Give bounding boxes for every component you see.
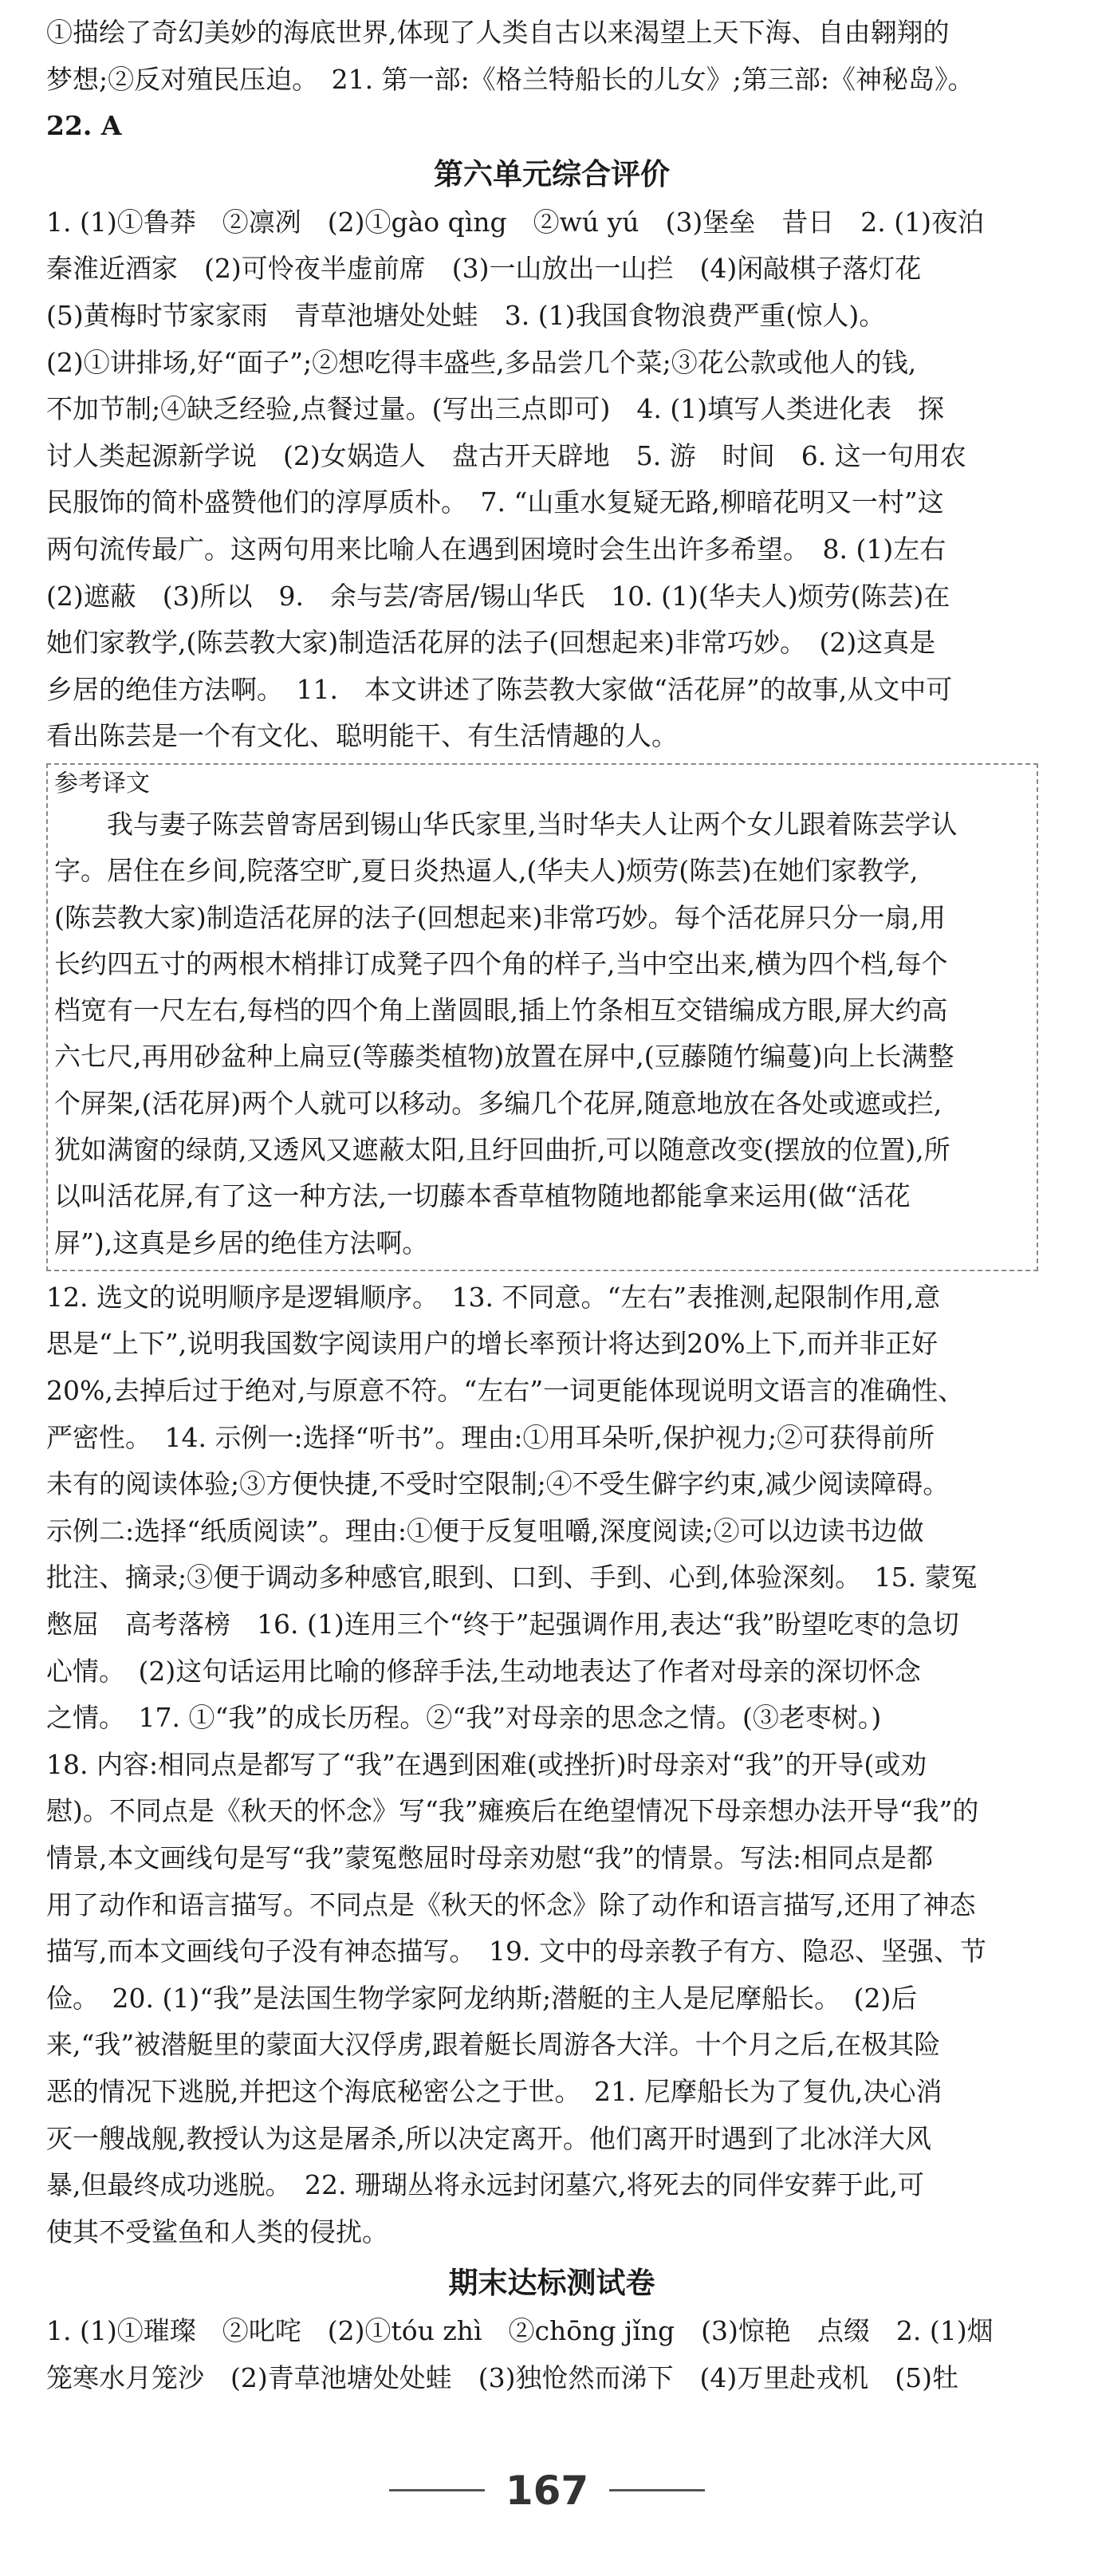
text-line: 笼寒水月笼沙 (2)青草池塘处处蛙 (3)独怆然而涕下 (4)万里赴戎机 (5)牡	[46, 2361, 958, 2393]
text-line: 俭。 20. (1)“我”是法国生物学家阿龙纳斯;潜艇的主人是尼摩船长。 (2)后	[46, 1982, 918, 2014]
text-line: 讨人类起源新学说 (2)女娲造人 盘古开天辟地 5. 游 时间 6. 这一句用农	[46, 439, 966, 471]
text-line: 梦想;②反对殖民压迫。 21. 第一部:《格兰特船长的儿女》;第三部:《神秘岛》。	[46, 63, 974, 95]
translation-line: 长约四五寸的两根木梢排订成凳子四个角的样子,当中空出来,横为四个档,每个	[54, 947, 948, 979]
reference-translation-box	[46, 763, 1038, 1271]
translation-line: 我与妻子陈芸曾寄居到锡山华氏家里,当时华夫人让两个女儿跟着陈芸学认	[54, 808, 958, 840]
footer-dash-left	[389, 2489, 485, 2491]
text-line: 慰)。不同点是《秋天的怀念》写“我”瘫痪后在绝望情况下母亲想办法开导“我”的	[46, 1795, 979, 1827]
text-line: 1. (1)①鲁莽 ②凛冽 (2)①gào qìng ②wú yú (3)堡垒 昔日 2. (1)夜泊	[46, 206, 985, 238]
translation-line: (陈芸教大家)制造活花屏的法子(回想起来)非常巧妙。每个活花屏只分一扇,用	[54, 901, 946, 933]
text-line: 用了动作和语言描写。不同点是《秋天的怀念》除了动作和语言描写,还用了神态	[46, 1889, 976, 1920]
text-line: 使其不受鲨鱼和人类的侵扰。	[46, 2216, 388, 2247]
text-line: 恶的情况下逃脱,并把这个海底秘密公之于世。 21. 尼摩船长为了复仇,决心消	[46, 2075, 942, 2107]
unit6-answers-continued	[46, 1274, 1057, 2255]
text-line: 严密性。 14. 示例一:选择“听书”。理由:①用耳朵听,保护视力;②可获得前所	[46, 1421, 935, 1453]
text-line: 民服饰的简朴盛赞他们的淳厚质朴。 7. “山重水复疑无路,柳暗花明又一村”这	[46, 486, 944, 518]
text-line: 暴,但最终成功逃脱。 22. 珊瑚丛将永远封闭墓穴,将死去的同伴安葬于此,可	[46, 2169, 924, 2201]
text-line: 未有的阅读体验;③方便快捷,不受时空限制;④不受生僻字约束,减少阅读障碍。	[46, 1468, 950, 1500]
footer-dash-right	[609, 2489, 705, 2491]
text-line: 思是“上下”,说明我国数字阅读用户的增长率预计将达到20%上下,而并非正好	[46, 1328, 939, 1360]
text-line: (2)遮蔽 (3)所以 9. 余与芸/寄居/锡山华氏 10. (1)(华夫人)烦劳(陈芸)在	[46, 580, 950, 612]
text-line: 憋屈 高考落榜 16. (1)连用三个“终于”起强调作用,表达“我”盼望吃枣的急切	[46, 1609, 959, 1641]
text-line: (2)①讲排场,好“面子”;②想吃得丰盛些,多品尝几个菜;③花公款或他人的钱,	[46, 346, 917, 378]
final-exam-answers	[46, 2308, 1057, 2401]
text-line: 18. 内容:相同点是都写了“我”在遇到困难(或挫折)时母亲对“我”的开导(或劝	[46, 1748, 927, 1780]
text-line: 22. A	[46, 110, 122, 142]
translation-line: 字。居住在乡间,院落空旷,夏日炎热逼人,(华夫人)烦劳(陈芸)在她们家教学,	[54, 855, 919, 887]
translation-line: 个屏架,(活花屏)两个人就可以移动。多编几个花屏,随意地放在各处或遮或拦,	[54, 1087, 942, 1119]
text-line: 灭一艘战舰,教授认为这是屠杀,所以决定离开。他们离开时遇到了北冰洋大风	[46, 2122, 931, 2154]
text-line: 批注、摘录;③便于调动多种感官,眼到、口到、手到、心到,体验深刻。 15. 蒙冤	[46, 1562, 978, 1593]
translation-line: 六七尺,再用砂盆种上扁豆(等藤类植物)放置在屏中,(豆藤随竹编蔓)向上长满整	[54, 1041, 954, 1073]
page-number-footer	[0, 2464, 1094, 2514]
text-line: 描写,而本文画线句子没有神态描写。 19. 文中的母亲教子有方、隐忍、坚强、节	[46, 1936, 986, 1967]
text-line: 12. 选文的说明顺序是逻辑顺序。 13. 不同意。“左右”表推测,起限制作用,意	[46, 1281, 941, 1313]
section-title-unit6: 第六单元综合评价	[434, 156, 670, 191]
text-line: 不加节制;④缺乏经验,点餐过量。(写出三点即可) 4. (1)填写人类进化表 探	[46, 393, 945, 425]
translation-line: 犹如满窗的绿荫,又透风又遮蔽太阳,且纡回曲折,可以随意改变(摆放的位置),所	[54, 1133, 950, 1165]
text-line: 她们家教学,(陈芸教大家)制造活花屏的法子(回想起来)非常巧妙。 (2)这真是	[46, 627, 936, 659]
text-line: 1. (1)①璀璨 ②叱咤 (2)①tóu zhì ②chōng jǐng (3)惊艳 点缀 2. (1)烟	[46, 2315, 994, 2347]
text-line: ①描绘了奇幻美妙的海底世界,体现了人类自古以来渴望上天下海、自由翱翔的	[46, 17, 950, 48]
top-block	[46, 10, 1057, 150]
text-line: 来,“我”被潜艇里的蒙面大汉俘虏,跟着艇长周游各大洋。十个月之后,在极其险	[46, 2029, 941, 2061]
translation-line: 以叫活花屏,有了这一种方法,一切藤本香草植物随地都能拿来运用(做“活花	[54, 1180, 911, 1212]
text-line: 20%,去掉后过于绝对,与原意不符。“左右”一词更能体现说明文语言的准确性、	[46, 1375, 965, 1407]
translation-line: 屏”),这真是乡居的绝佳方法啊。	[54, 1227, 429, 1258]
text-line: 心情。 (2)这句话运用比喻的修辞手法,生动地表达了作者对母亲的深切怀念	[46, 1655, 921, 1687]
text-line: (5)黄梅时节家家雨 青草池塘处处蛙 3. (1)我国食物浪费严重(惊人)。	[46, 299, 886, 331]
text-line: 乡居的绝佳方法啊。 11. 本文讲述了陈芸教大家做“活花屏”的故事,从文中可	[46, 673, 953, 705]
translation-line: 档宽有一尺左右,每档的四个角上凿圆眼,插上竹条相互交错编成方眼,屏大约高	[54, 995, 948, 1026]
text-line: 情景,本文画线句是写“我”蒙冤憋屈时母亲劝慰“我”的情景。写法:相同点是都	[46, 1842, 934, 1873]
text-line: 示例二:选择“纸质阅读”。理由:①便于反复咀嚼,深度阅读;②可以边读书边做	[46, 1514, 924, 1546]
text-line: 之情。 17. ①“我”的成长历程。②“我”对母亲的思念之情。(③老枣树。)	[46, 1702, 882, 1734]
text-line: 看出陈芸是一个有文化、聪明能干、有生活情趣的人。	[46, 720, 678, 752]
section-title-final-exam: 期末达标测试卷	[448, 2266, 655, 2301]
text-line: 秦淮近酒家 (2)可怜夜半虚前席 (3)一山放出一山拦 (4)闲敲棋子落灯花	[46, 253, 922, 285]
unit6-answers	[46, 199, 1057, 760]
box-label: 参考译文	[54, 769, 150, 798]
answer-page	[46, 10, 1057, 2402]
text-line: 两句流传最广。这两句用来比喻人在遇到困境时会生出许多希望。 8. (1)左右	[46, 533, 946, 565]
page-number: 167	[505, 2467, 589, 2514]
